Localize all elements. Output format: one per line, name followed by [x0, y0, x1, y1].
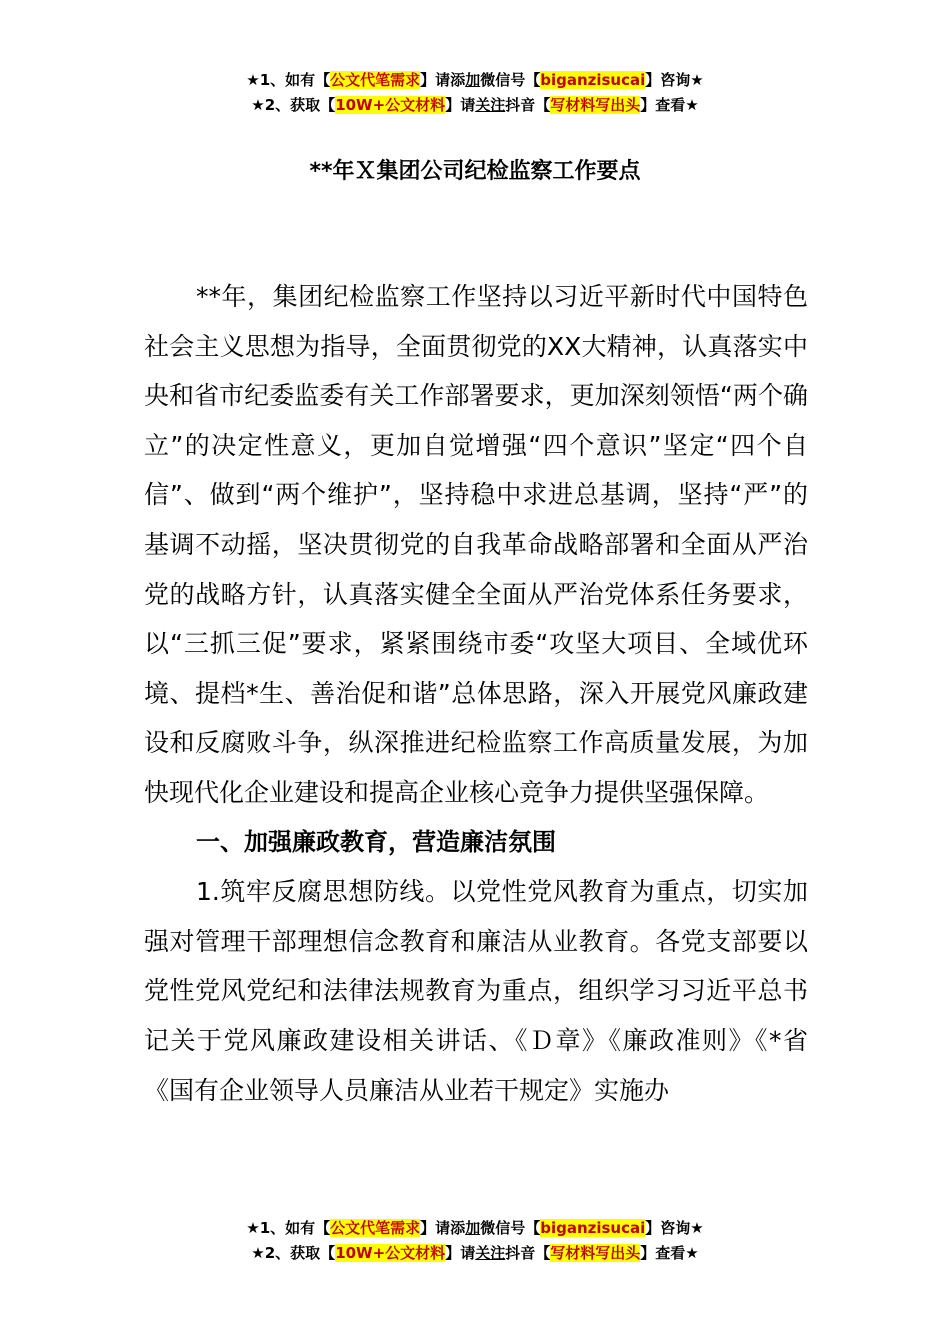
highlight-service: 公文代笔需求	[330, 71, 421, 89]
highlight-douyin: 写材料写出头	[550, 96, 641, 114]
promo-banner-bottom	[0, 1216, 950, 1266]
intro-paragraph: **年，集团纪检监察工作坚持以习近平新时代中国特色社会主义思想为指导，全面贯彻党的XX大精神，认真落实中央和省市纪委监委有关工作部署要求，更加深刻领悟“两个确立”的决定性意义，更加自觉增强“四个意识”坚定“四个自信”、做到“两个维护”，坚持稳中求进总基调，坚持“严”的基调不动摇，坚决贯彻党的自我革命战略部署和全面从严治党的战略方针，认真落实健全全面从严治党体系任务要求，以“三抓三促”要求，紧紧围绕市委“攻坚大项目、全域优环境、提档*生、善治促和谐”总体思路，深入开展党风廉政建设和反腐败斗争，纵深推进纪检监察工作高质量发展，为加快现代化企业建设和提高企业核心竞争力提供坚强保障。	[144, 282, 808, 807]
highlight-materials: 10W+公文材料	[335, 96, 446, 114]
promo-banner-top	[0, 68, 950, 118]
promo-line-1: ★1、如有【公文代笔需求】请添加微信号【biganzisucai】咨询★	[246, 1219, 704, 1237]
document-body	[144, 272, 808, 1115]
item-paragraph: 1.筑牢反腐思想防线。以党性党风教育为重点，切实加强对管理干部理想信念教育和廉洁从业教育。各党支部要以党性党风党纪和法律法规教育为重点，组织学习习近平总书记关于党风廉政建设相关讲话、《Ｄ章》《廉政准则》《*省《国有企业领导人员廉洁从业若干规定》实施办	[144, 877, 808, 1105]
promo-line-1: ★1、如有【公文代笔需求】请添加微信号【biganzisucai】咨询★	[246, 71, 704, 89]
document-title: **年Ｘ集团公司纪检监察工作要点	[309, 159, 641, 184]
highlight-wechat-id: biganzisucai	[540, 71, 646, 89]
highlight-materials: 10W+公文材料	[335, 1244, 446, 1262]
promo-line-2: ★2、获取【10W+公文材料】请关注抖音【写材料写出头】查看★	[251, 96, 699, 114]
highlight-douyin: 写材料写出头	[550, 1244, 641, 1262]
highlight-service: 公文代笔需求	[330, 1219, 421, 1237]
highlight-wechat-id: biganzisucai	[540, 1219, 646, 1237]
section-heading: 一、加强廉政教育，营造廉洁氛围	[196, 827, 556, 856]
promo-line-2: ★2、获取【10W+公文材料】请关注抖音【写材料写出头】查看★	[251, 1244, 699, 1262]
